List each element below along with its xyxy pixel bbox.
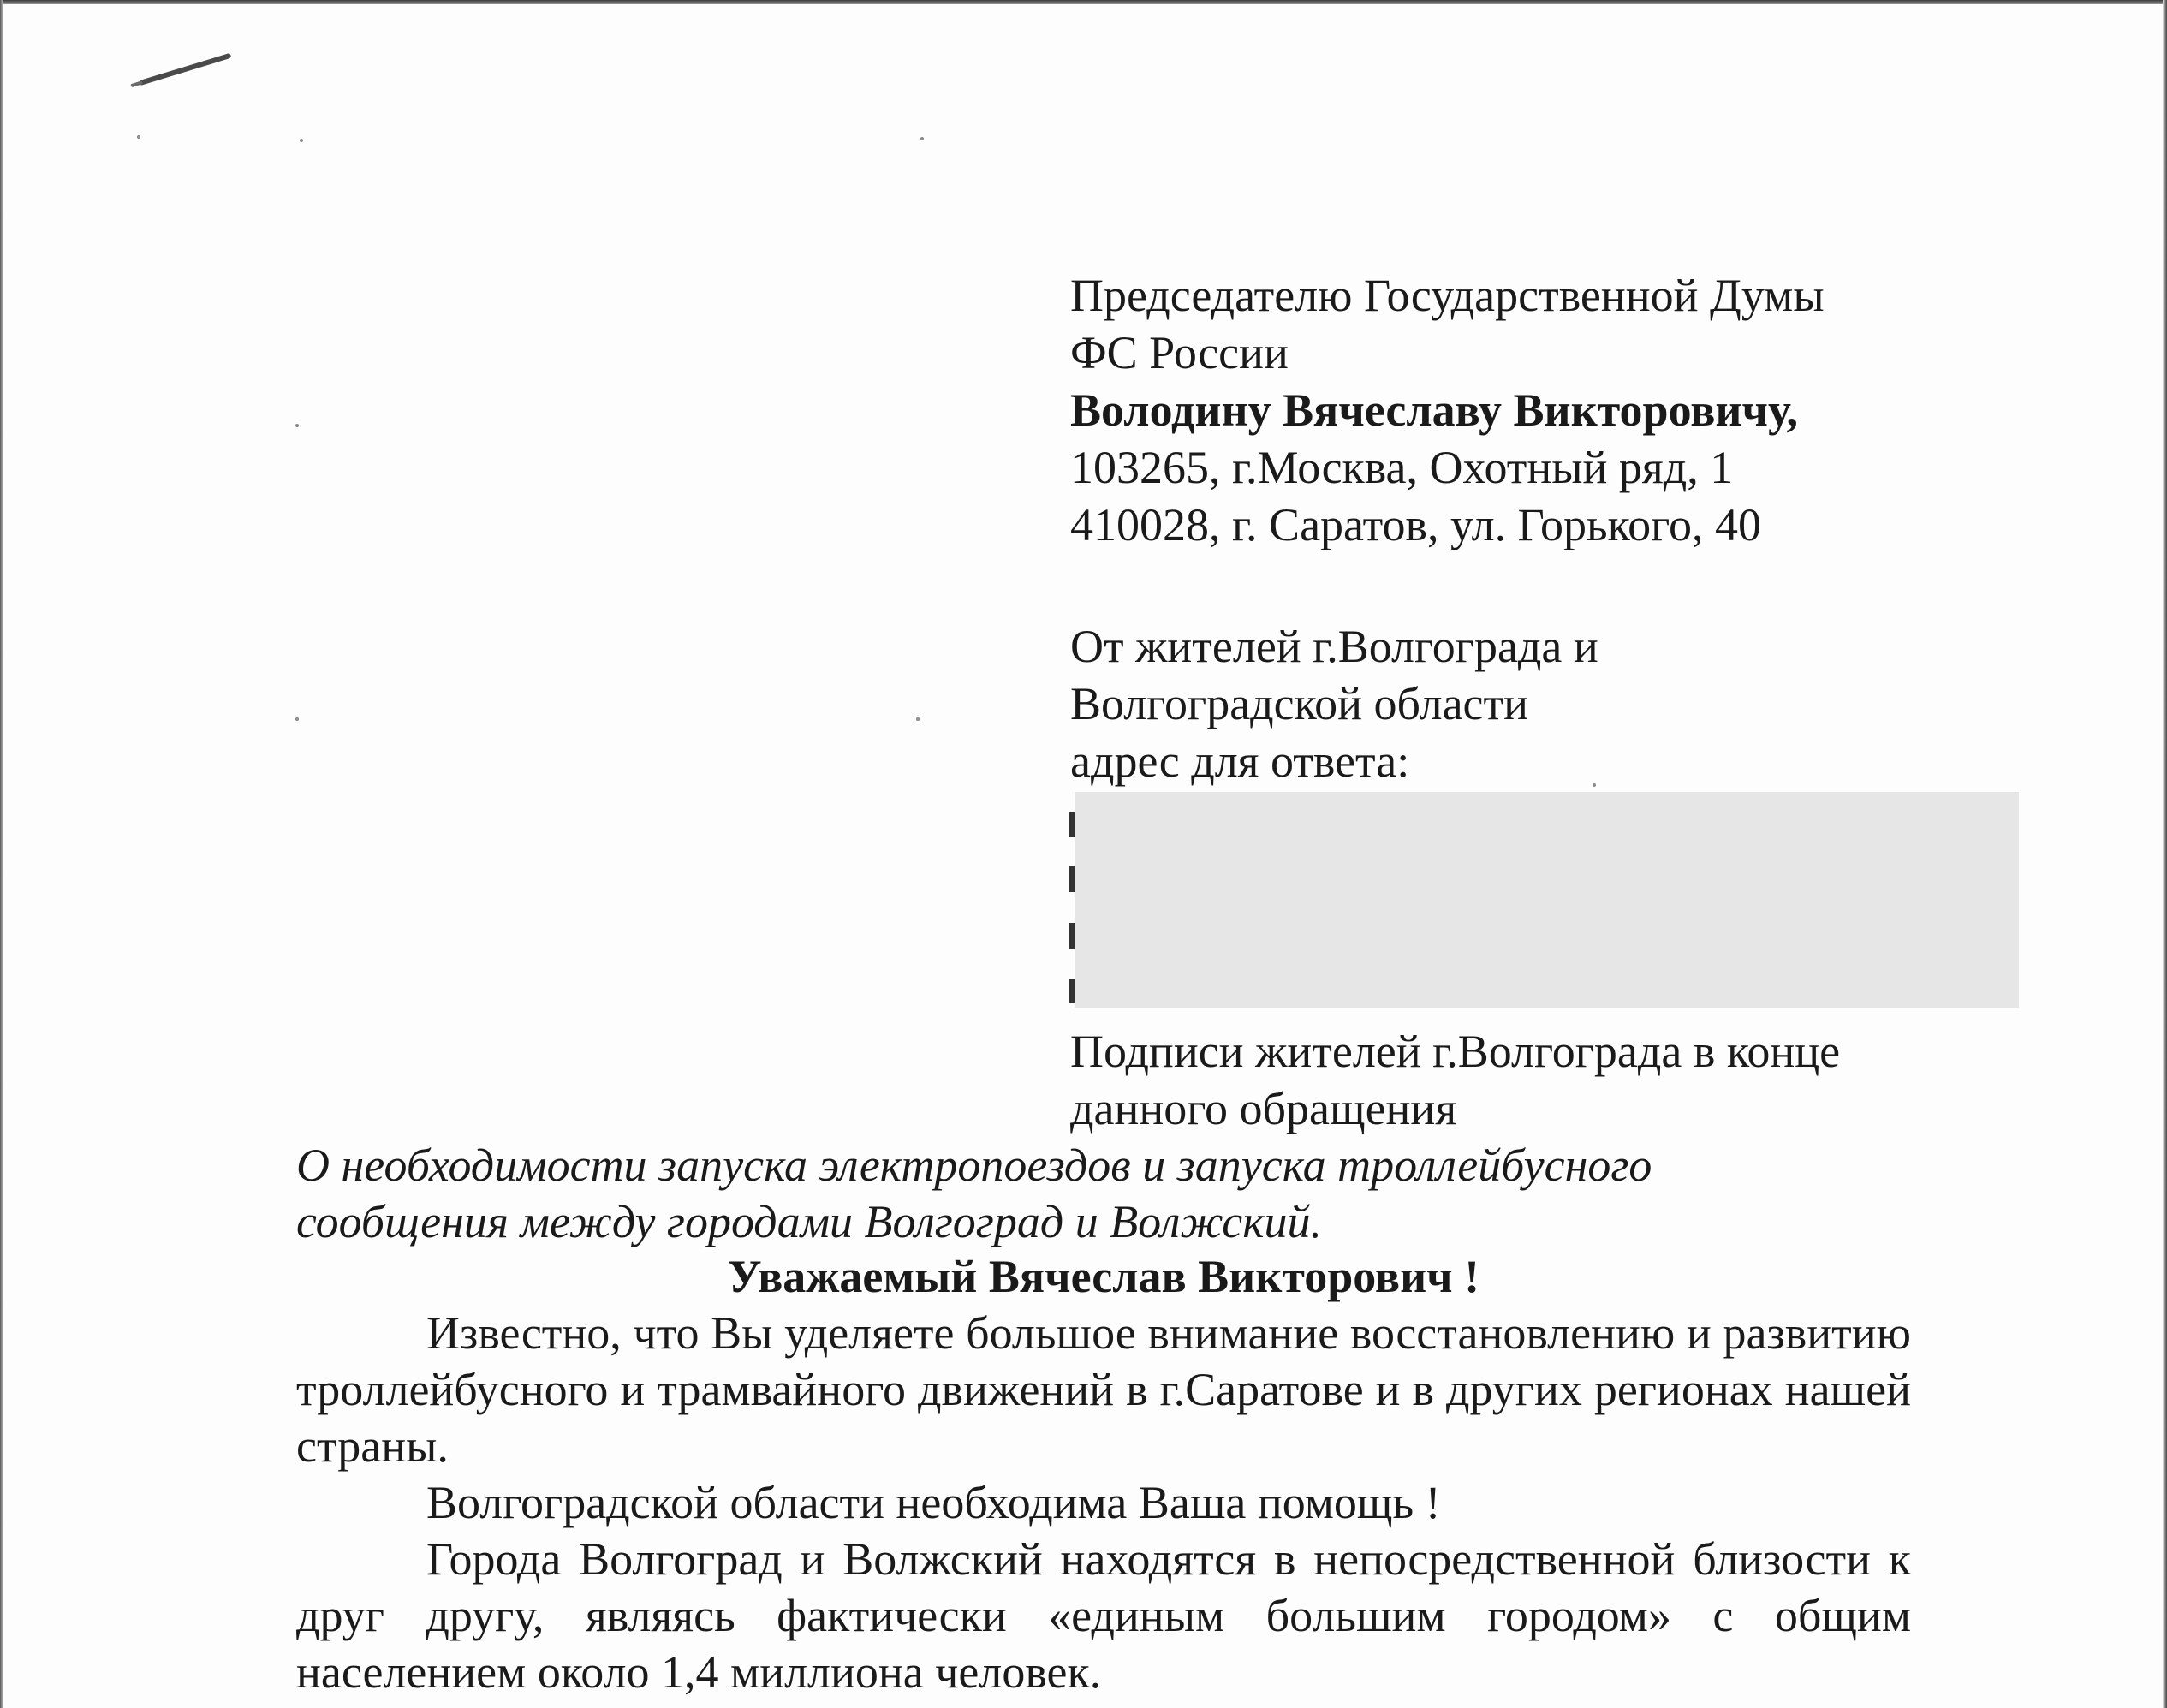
reply-address-label: адрес для ответа: bbox=[1070, 735, 1410, 787]
scan-top-edge bbox=[0, 0, 2167, 4]
redacted-address-box bbox=[1075, 792, 2019, 1008]
body-paragraph-1: Известно, что Вы уделяете большое внимание восстановлению и развитию троллейбусного и трамвайного движений в г.Саратове и в других регионах нашей страны. bbox=[296, 1307, 1911, 1472]
body-paragraph-2: Волгоградской области необходима Ваша помощь ! bbox=[426, 1477, 1441, 1528]
addressee-block bbox=[1070, 267, 2055, 554]
sender-block bbox=[1070, 618, 2055, 790]
body-paragraph-3: Города Волгоград и Волжский находятся в непосредственной близости к друг другу, являясь фактически «единым большим городом» с общим населением около 1,4 миллиона человек. bbox=[296, 1533, 1911, 1698]
addressee-title: Председателю Государственной Думы bbox=[1070, 270, 1825, 321]
addressee-organization: ФС России bbox=[1070, 327, 1289, 378]
subject-line-1: О необходимости запуска электропоездов и запуска троллейбусного bbox=[296, 1140, 1652, 1191]
scan-speck bbox=[137, 135, 140, 139]
letter-body bbox=[296, 1305, 1911, 1700]
signatures-note bbox=[1070, 1023, 2055, 1138]
signatures-note-line-1: Подписи жителей г.Волгограда в конце bbox=[1070, 1026, 1841, 1077]
scan-left-edge bbox=[0, 0, 3, 1708]
signatures-note-line-2: данного обращения bbox=[1070, 1083, 1457, 1134]
sender-line-1: От жителей г.Волгограда и bbox=[1070, 621, 1598, 672]
addressee-address-moscow: 103265, г.Москва, Охотный ряд, 1 bbox=[1070, 442, 1734, 493]
scan-speck bbox=[300, 139, 303, 142]
scan-speck bbox=[295, 424, 299, 427]
sender-line-2: Волгоградской области bbox=[1070, 678, 1529, 729]
staple-mark bbox=[139, 53, 232, 86]
letter-subject bbox=[296, 1137, 1923, 1250]
addressee-name: Володину Вячеславу Викторовичу, bbox=[1070, 384, 1799, 436]
scan-speck bbox=[916, 717, 920, 721]
addressee-address-saratov: 410028, г. Саратов, ул. Горького, 40 bbox=[1070, 499, 1761, 550]
scan-right-edge bbox=[2163, 0, 2167, 1708]
subject-line-2: сообщения между городами Волгоград и Волжский. bbox=[296, 1196, 1322, 1247]
greeting: Уважаемый Вячеслав Викторович ! bbox=[727, 1251, 1480, 1302]
scan-speck bbox=[920, 137, 924, 140]
scan-speck bbox=[295, 717, 299, 721]
